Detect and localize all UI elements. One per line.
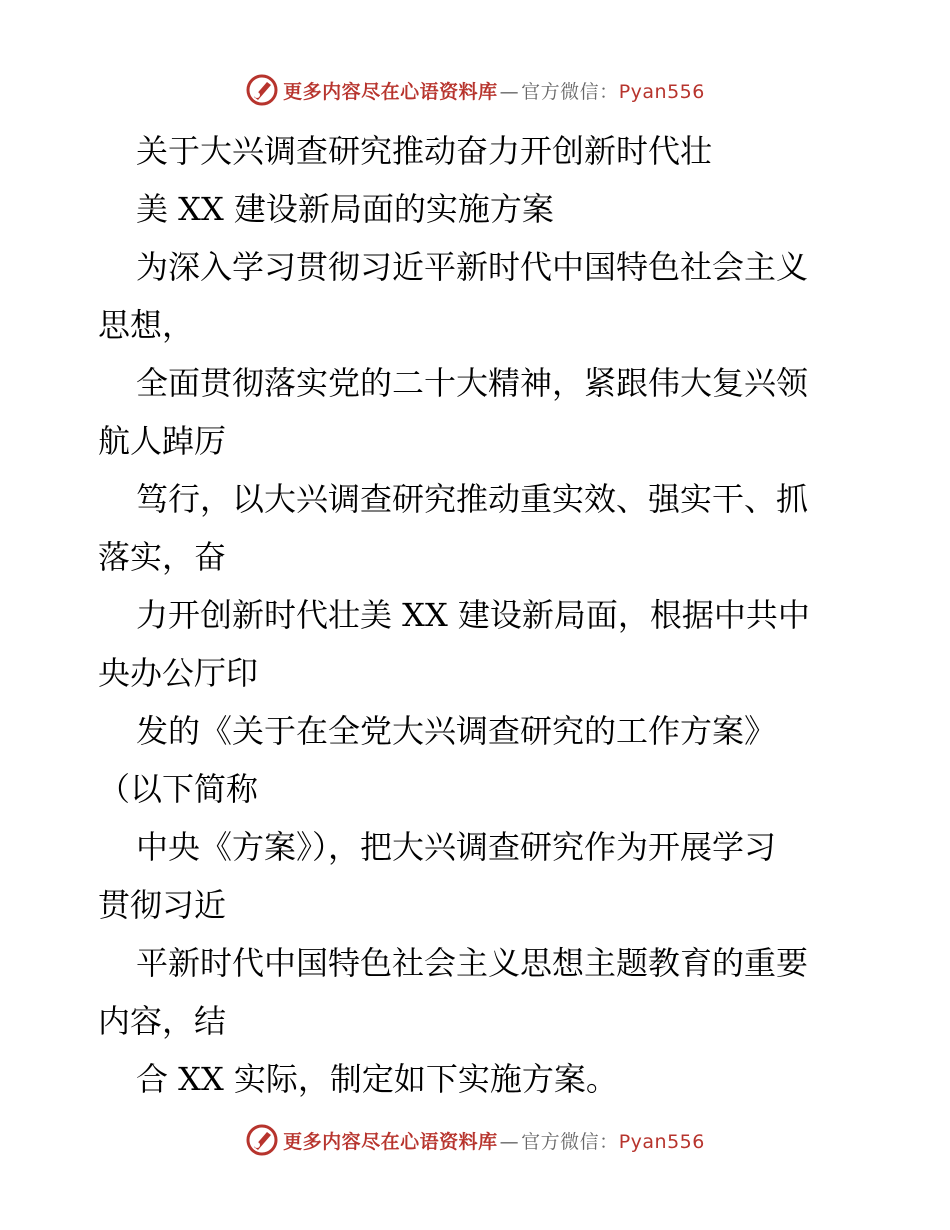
text-line: 发的《关于在全党大兴调查研究的工作方案》 <box>136 712 777 750</box>
watermark-main-text: 更多内容尽在心语资料库 <box>283 80 498 103</box>
text-line: 美 XX 建设新局面的实施方案 <box>136 190 554 228</box>
text-line: 关于大兴调查研究推动奋力开创新时代壮 <box>136 132 713 170</box>
watermark-main-text: 更多内容尽在心语资料库 <box>283 1130 498 1153</box>
document-body <box>98 122 858 1108</box>
pen-swirl-logo-icon <box>245 1123 279 1157</box>
watermark-dash: — <box>499 1130 520 1153</box>
pen-swirl-logo-icon <box>245 73 279 107</box>
text-line: 落实，奋 <box>98 538 227 576</box>
text-line: 笃行，以大兴调查研究推动重实效、强实干、抓 <box>136 480 809 518</box>
text-line: 平新时代中国特色社会主义思想主题教育的重要 <box>136 944 809 982</box>
watermark-dash: — <box>499 80 520 103</box>
text-line: 力开创新时代壮美 XX 建设新局面，根据中共中 <box>136 596 810 634</box>
text-line: 央办公厅印 <box>98 654 259 692</box>
watermark-header <box>0 70 950 110</box>
text-line: 思想， <box>98 306 195 344</box>
watermark-id: Pyan556 <box>618 1130 705 1153</box>
text-line: 全面贯彻落实党的二十大精神，紧跟伟大复兴领 <box>136 364 809 402</box>
text-line: 内容，结 <box>98 1002 227 1040</box>
watermark-label: 官方微信： <box>521 1130 619 1153</box>
text-line: （以下简称 <box>98 770 259 808</box>
text-line: 贯彻习近 <box>98 886 227 924</box>
text-line: 航人踔厉 <box>98 422 227 460</box>
watermark-id: Pyan556 <box>618 80 705 103</box>
text-line: 合 XX 实际，制定如下实施方案。 <box>136 1060 618 1098</box>
watermark-footer <box>0 1120 950 1160</box>
watermark-label: 官方微信： <box>521 80 619 103</box>
text-line: 中央《方案》），把大兴调查研究作为开展学习 <box>136 828 777 866</box>
text-line: 为深入学习贯彻习近平新时代中国特色社会主义 <box>136 248 809 286</box>
